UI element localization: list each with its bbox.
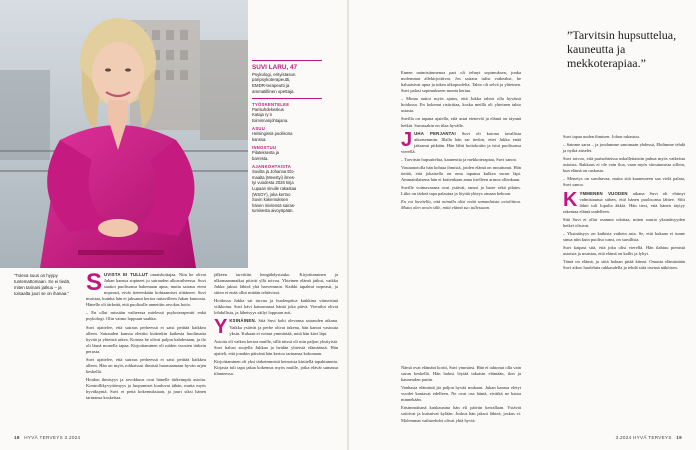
pull-quote: ”Tarvitsin hupsuttelua, kauneutta ja mekkoterapiaa.”: [567, 28, 677, 71]
paragraph: Vanhasta elämästä jäi paljon hyvää mukaan. Jukan kanssa eletyt vuodet kantavat edelleen. Ne ovat osa häntä, eivätkä ne katoa minnekään.: [401, 385, 521, 403]
profile-line: toiminnanjohtajana.: [252, 117, 289, 123]
profile-line: Suvilta ja Johanna Elo-: [252, 169, 295, 175]
paragraph: jälkeen tarvittiin hengähdystauko. Kirjoittaminen ja ulkomaanmatkat pitivät yllä toivoa. Yhteinen elämä jatkui, vaikka Jukka jaksoi lähteä yhä harvemmin. Kaikki tapahtui nopeasti, ja sitten ei enää ollut mitään tehtävissä.: [214, 272, 338, 296]
profile-line: Parisuhdekeskus: [252, 106, 284, 112]
paragraph: – Sainme sarra – ja joudumme sanomaan yhdessä, Ehdimme tehdä ja nytkä aitselei.: [563, 142, 685, 154]
profile-line: hänen mielensä sairas-: [252, 202, 296, 208]
paragraph: [563, 188, 685, 215]
paragraph: – Tarvitsin hupsuttelua, kauneutta ja mekkoterapiaa, Suvi sanoo.: [401, 156, 518, 162]
paragraph: Vastaanotolla hän kohtaa ihmisiä, joiden elämä on muuttunut. Hän tietää, että jokaisella on oma tapansa kulkea surun läpi. Ammattilaisena hän ei kuitenkaan anna itselleen armoa ollenkaan.: [401, 164, 521, 182]
paragraph: Ennen naimisiinmenoa pari oli tehnyt sopimuksen, jonka molemmat allekirjoittivat. Jos sairaus tulisi vaikeaksi, he haluaisivat apua ja tukea ulkopuolelta. Tahto oli selvä ja yhteinen. Suvi palasi sopimukseen monta kertaa.: [401, 70, 521, 94]
paragraph: En voi kuvitella, että minulla olisi enää samanlaista avioliittoa. Mutta olen avoin sille, mitä elämä tuo tullessaan.: [401, 199, 521, 211]
paragraph: Hoidossa Jukka sai turvaa ja huolenpitoa kaikkina viimeisinä viikkoina. Suvi kävi katsomassa häntä joka päivä. Vierailut olivat lohdullisia, ja läheisyys säilyi loppuun asti.: [214, 298, 338, 316]
portrait-photo: [0, 0, 248, 268]
profile-box: [252, 60, 324, 217]
profile-value-works: [252, 107, 324, 124]
footer-label: 3.2024 HYVÄ TERVEYS: [615, 435, 672, 440]
profile-heading-lives: ASUU: [252, 126, 266, 132]
lead-in: KSINÄINEN.: [229, 318, 257, 324]
paragraph: Suville voimavarana ovat ystävät, tanssi ja barre sekä pilates. Liike on tärkeä tapa palautua ja löytää yhteys omaan kehoon.: [401, 185, 521, 197]
body-column-5: [563, 134, 685, 434]
profile-line: Kataja ry:n: [252, 112, 273, 118]
profile-heading-enthusiasm: INNOSTUU: [252, 145, 277, 151]
profile-value-current: [252, 169, 324, 213]
paragraph-text: Suvi oli kotona tavallista aikaisemmin. Illalla hän sai tiedon, ettei Jukka enää jaksanut pitkään. Hän lähti hoitokotiin ja istui puolisonsa vierellä.: [401, 130, 522, 154]
paragraph: – En ollut missään vaiheessa mielessä psykoterapeutti enkä psykologi. Olin vaimo loppuun saakka.: [86, 310, 206, 322]
paragraph: Suvi kaipasi sitä, että joku olisi vierellä. Hän ilahtuu pienistä asioista ja muistaa, että elämä on kallis ja lyhyt.: [563, 245, 685, 257]
paragraph: [86, 269, 206, 308]
profile-line: tumisesta aivoyöpään.: [252, 208, 294, 214]
footer-left: [14, 435, 80, 440]
paragraph: Asioita oli vaikea kertoa muille, sillä niissä oli niin paljon yksityistä. Suvi halusi suojella Jukkaa ja heidän yhteistä elämäänsä. Hän ajatteli, että jonakin päivänä hän kertoo tarinansa kokonaan.: [214, 338, 338, 356]
photo-caption: ”Tuleva suus on hyypy tuntemattomaan. Se ei tiedä, miten tarinani jatkuu – ja toisaalta juuri se on ihanaa.”: [14, 273, 71, 296]
paragraph: [214, 316, 339, 339]
profile-value-lives: [252, 131, 324, 142]
profile-line: Suvin kokemuksien: [252, 197, 289, 203]
lead-in: UHA PERJANTAI: [414, 130, 456, 136]
paragraph: Suvi ajattelee, että sairaus perheessä ei saisi peittää kaikkea alleen. Hän on myös rohkaissut ihmisiä huomaamaan hyvän arjen keskellä.: [86, 356, 206, 374]
profile-line: (WSOY), joka kertoo: [252, 191, 291, 197]
paragraph: [401, 128, 522, 155]
dropcap: J: [401, 128, 413, 151]
profile-role-line: EMDR-terapeutti ja: [252, 83, 290, 89]
profile-heading-works: TYÖSKENTELEE: [252, 101, 290, 107]
profile-heading-current: AJANKOHTAISTA: [252, 164, 292, 170]
dropcap: Y: [214, 316, 228, 339]
profile-line: maalta (Meestyi) ilmes-: [252, 174, 296, 180]
footer-label: HYVÄ TERVEYS 3.2024: [24, 435, 81, 440]
paragraph-text: omaishoitajaa. Niin he olivat Jukan kanssa sopineet jo sairauden alkuvaiheessa. Suvi saattoi puolisonsa hakemaan apua, mutta sairaus eteni nopeasti, eivät tieteenkään kohtaamiset riittäneet. Suvi muistaa, kuinka hän ei jaksanut kertoa tuttavilleen Jukan kuntosta. Hänelle oli tärkeää, että puolisolle annettiin arvokas hoito.: [86, 272, 206, 308]
page-number: 18: [14, 435, 20, 440]
paragraph: Ensimmäisinä kuukausina hän eli päivän kerrallaan. Ystävät soittivat ja kutsuivat kylään. Joskus hän jaksoi lähteä, joskus ei. Molemmat vaihtoehdot olivat yhtä hyviä.: [401, 405, 521, 423]
profile-role: [252, 72, 324, 95]
paragraph: Nämä ovat elämäni kortit, Suvi ymmärsi. Hän ei tahtonut olla vain surun keskellä. Hän halusi löytää takaisin elämään, ilon ja kauneuden pariin.: [401, 365, 521, 383]
profile-line: Lupaan sinulle rakastaa: [252, 186, 297, 192]
profile-role-line: Psykologi, erityistason: [252, 71, 296, 77]
profile-name: SUVI LARU, 47: [252, 64, 298, 71]
paragraph: Tämä on elämä, ja siitä haluan pitää kiinni. Omasta elämästään Suvi aikoo huolehtia rakkaudella ja tehdä siitä itsensä näköisen.: [563, 259, 685, 271]
profile-value-enthusiasm: [252, 150, 324, 161]
profile-role-line: ammatillinen opettaja.: [252, 88, 295, 94]
lead-in: YMMENEN VUODEN: [579, 190, 628, 196]
paragraph: Suvi ajattelee, että sairaus perheessä ei saisi peittää kaikkea alleen. Sairauden kanssa elettiin kuitenkin kaikesta huolimatta hyvää ja yhteistä arkea. Kotona he olivat paljon kahdestaan, ja ilo oli läsnä monella tapaa. Kirjoittaminen oli niiden vuosien tärkein perusta.: [86, 324, 206, 354]
profile-line: Helsingissä puolisona: [252, 131, 293, 137]
paragraph: Kirjoittaminen oli yksi tärkeimmistä keinoista käsitellä tapahtunutta. Kirjasta tuli tapa jakaa kokemus myös muille, jotka elävät samassa tilanteessa.: [214, 358, 338, 376]
profile-divider: [252, 98, 322, 99]
paragraph-text: aikana Suvi oli ehtinyt valmistautua siihen, että hänen puolisonsa lähtee. Silti lähtö tuli lopulta äkkiä. Hän tiesi, että hänen täytyy rakentaa elämä uudelleen.: [563, 190, 685, 214]
dropcap: S: [86, 269, 103, 296]
paragraph: Suvilla on tapana ajatella, että asiat etenevät ja elämä on täynnä hetkiä. Surussakin on tilaa hyvälle.: [401, 116, 521, 128]
body-column-4: [401, 365, 521, 435]
paragraph: – Menetys on suruhuvaa, mutta sitä kauneuteen saa vielä palata, Suvi sanoo.: [563, 176, 685, 188]
profile-role-line: paripsykoterapeutti,: [252, 77, 291, 83]
body-column-1: [86, 269, 206, 432]
paragraph: Sitä Suvi ei ollut osannut odottaa, miten suuria yksinäisyyden hetket olisivat.: [563, 216, 685, 228]
paragraph: – Minua auttoi myös ajatus, että Jukka tahtoi olla hyvässä hoidossa. En kokenut ristiriitaa, koska meillä oli yhteinen tahto asiasta.: [401, 96, 521, 114]
profile-line: tyi vuodesta 2026 kirja: [252, 180, 294, 186]
body-column-3: [401, 70, 521, 362]
lead-in: UVISTA EI TULLUT: [104, 272, 149, 277]
body-column-2: [214, 272, 338, 432]
portrait-illustration: [0, 0, 248, 268]
page-number: 19: [676, 435, 682, 440]
profile-divider: [252, 60, 322, 61]
profile-line: kanssa.: [252, 136, 267, 142]
profile-line: Pilateksesta ja: [252, 150, 279, 156]
left-page: [0, 0, 347, 450]
dropcap: K: [563, 188, 578, 211]
paragraph: Suvi tapaa uuden ihmisen. Johon rakastuu.: [563, 134, 640, 139]
paragraph: Hoidon ihmisyys ja arvokkuus ovat hänelle tärkeimpiä asioita. Kontrollikyvyttömyys ja luopumiset kuuluvat tähän, mutta myös hyväksyntä. Suvi ei peitä kokemuksiaan, ja juuri siksi hänen tarinansa koskettaa.: [86, 377, 206, 401]
paragraph: Suvi toivoo, että parisuhteissa uskallettaisiin puhua myös vaikeista asioista. Rakkaus ei ole vain iloa, vaan myös sitoutumista silloin, kun elämä on raskasta.: [563, 156, 685, 174]
footer-right: [616, 435, 682, 440]
profile-line: barresta.: [252, 155, 269, 161]
paragraph: – Yksinäisyys on kaikista vaikein asia. Se, että kukaan ei tunne sinua niin kuin puoliso tunsi, on surullista.: [563, 230, 685, 242]
paragraph-text: Sitä Suvi koki olevansa sairauden aikana. Vaikka ystävät ja perhe olivat tukena, hän kantoi vastuuta yksin. Kukaan ei voinut ymmärtää, mitä hän kävi läpi.: [229, 318, 339, 336]
